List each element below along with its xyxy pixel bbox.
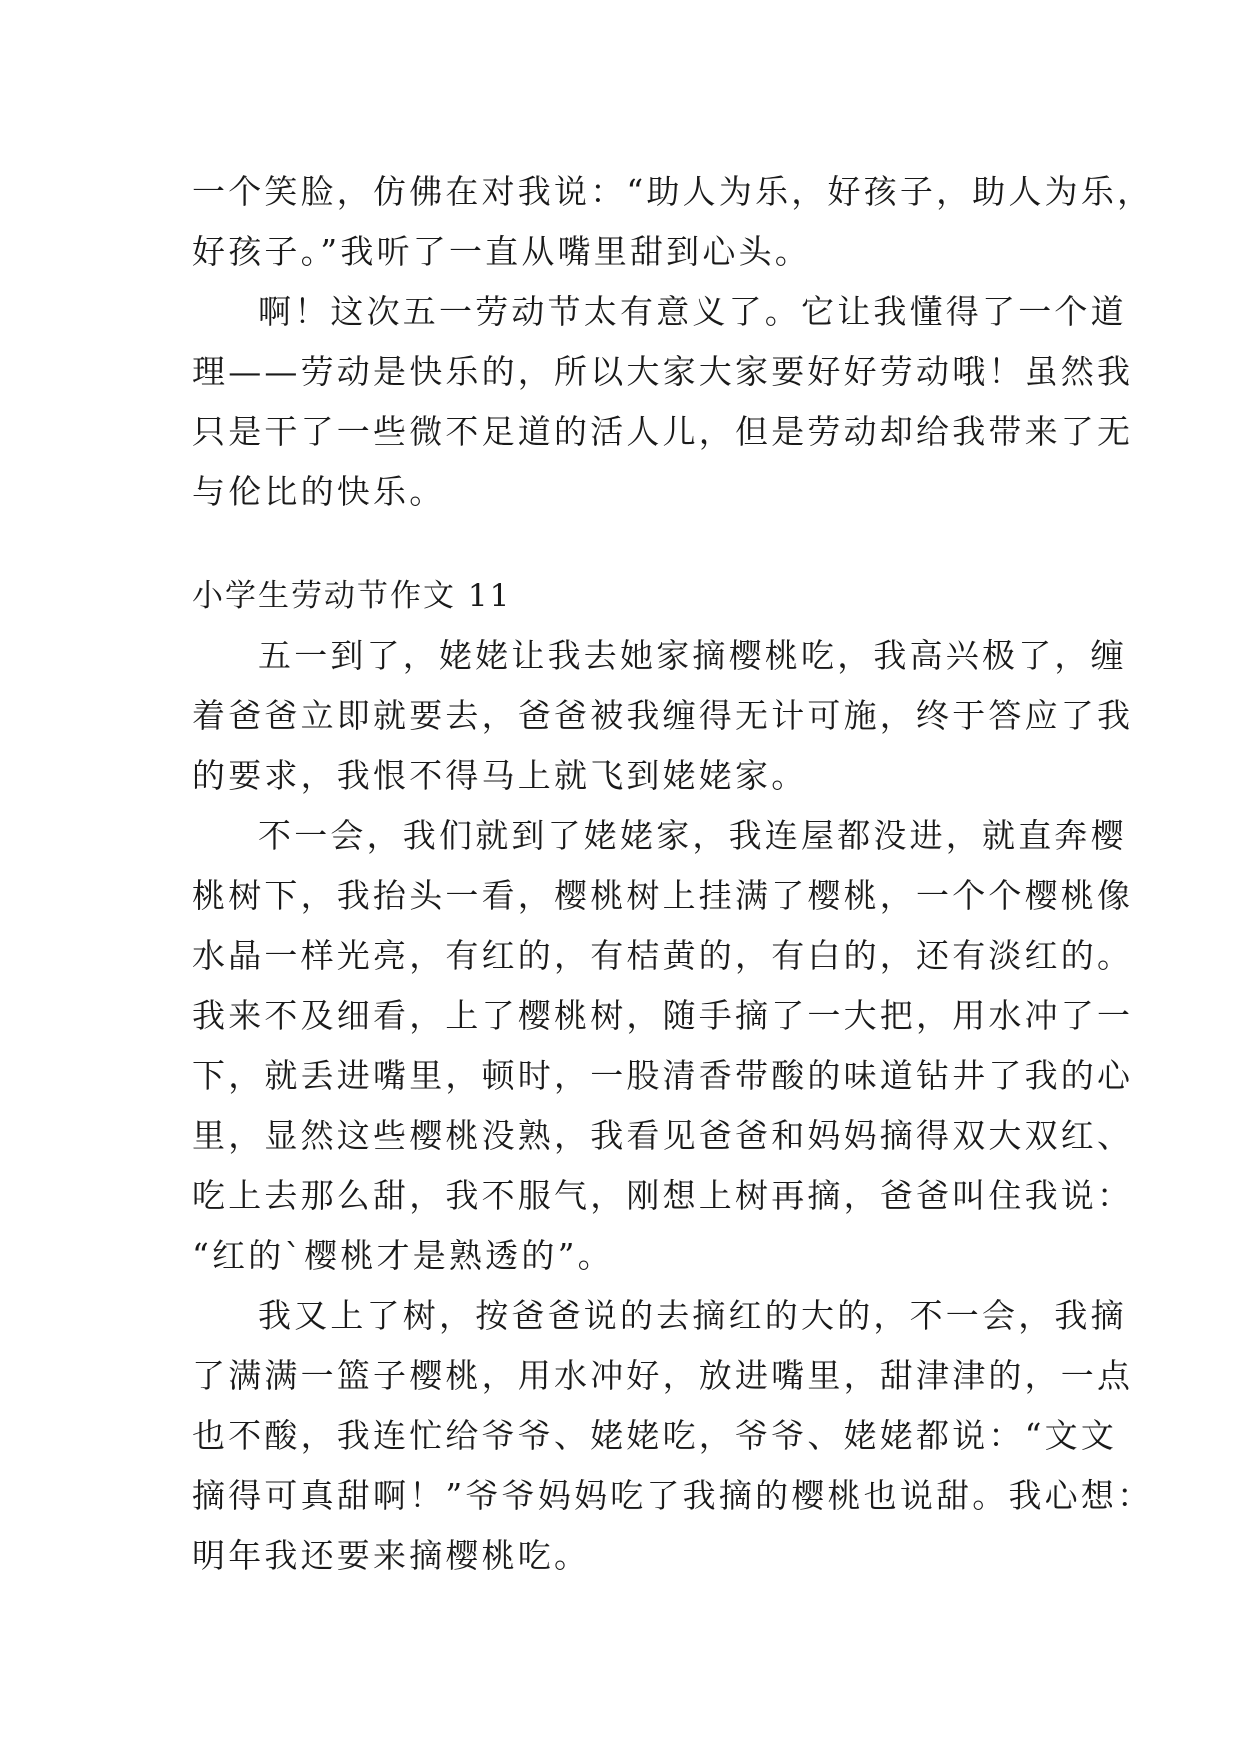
paragraph-line: 桃树下，我抬头一看，樱桃树上挂满了樱桃，一个个樱桃像 [192, 876, 1134, 915]
paragraph-line: 我来不及细看，上了樱桃树，随手摘了一大把，用水冲了一 [192, 996, 1134, 1035]
paragraph-line: 了满满一篮子樱桃，用水冲好，放进嘴里，甜津津的，一点 [192, 1356, 1134, 1395]
section-heading-block [192, 566, 1072, 626]
section-text-block [192, 626, 1154, 1586]
paragraph-line: 不一会，我们就到了姥姥家，我连屋都没进，就直奔樱 [258, 816, 1127, 855]
paragraph [192, 1286, 1154, 1586]
section-title: 小学生劳动节作文 11 [192, 578, 512, 614]
paragraph-line: 一个笑脸，仿佛在对我说：“助人为乐，好孩子，助人为乐， [192, 172, 1154, 211]
paragraph [192, 626, 1134, 806]
paragraph-line: 水晶一样光亮，有红的，有桔黄的，有白的，还有淡红的。 [192, 936, 1134, 975]
top-text-block [192, 162, 1154, 522]
paragraph-line: 只是干了一些微不足道的活人儿，但是劳动却给我带来了无 [192, 412, 1134, 451]
paragraph-line: 下，就丢进嘴里，顿时，一股清香带酸的味道钻井了我的心 [192, 1056, 1134, 1095]
paragraph-line: “红的`樱桃才是熟透的”。 [192, 1236, 614, 1275]
paragraph-line: 我又上了树，按爸爸说的去摘红的大的，不一会，我摘 [258, 1296, 1127, 1335]
paragraph-line: 吃上去那么甜，我不服气，刚想上树再摘，爸爸叫住我说： [192, 1176, 1134, 1215]
paragraph-line: 的要求，我恨不得马上就飞到姥姥家。 [192, 756, 808, 795]
paragraph-line: 与伦比的快乐。 [192, 472, 446, 511]
paragraph-line: 啊！这次五一劳动节太有意义了。它让我懂得了一个道 [258, 292, 1127, 331]
paragraph [192, 282, 1134, 522]
paragraph [192, 162, 1154, 282]
paragraph-line: 理——劳动是快乐的，所以大家大家要好好劳动哦！虽然我 [192, 352, 1134, 391]
paragraph-line: 里，显然这些樱桃没熟，我看见爸爸和妈妈摘得双大双红、 [192, 1116, 1134, 1155]
paragraph [192, 806, 1134, 1286]
paragraph-line: 着爸爸立即就要去，爸爸被我缠得无计可施，终于答应了我 [192, 696, 1134, 735]
paragraph-line: 摘得可真甜啊！”爷爷妈妈吃了我摘的樱桃也说甜。我心想： [192, 1476, 1154, 1515]
paragraph-line: 好孩子。”我听了一直从嘴里甜到心头。 [192, 232, 811, 271]
paragraph-line: 明年我还要来摘樱桃吃。 [192, 1536, 591, 1575]
paragraph-line: 五一到了，姥姥让我去她家摘樱桃吃，我高兴极了，缠 [258, 636, 1127, 675]
paragraph-line: 也不酸，我连忙给爷爷、姥姥吃，爷爷、姥姥都说：“文文 [192, 1416, 1118, 1455]
